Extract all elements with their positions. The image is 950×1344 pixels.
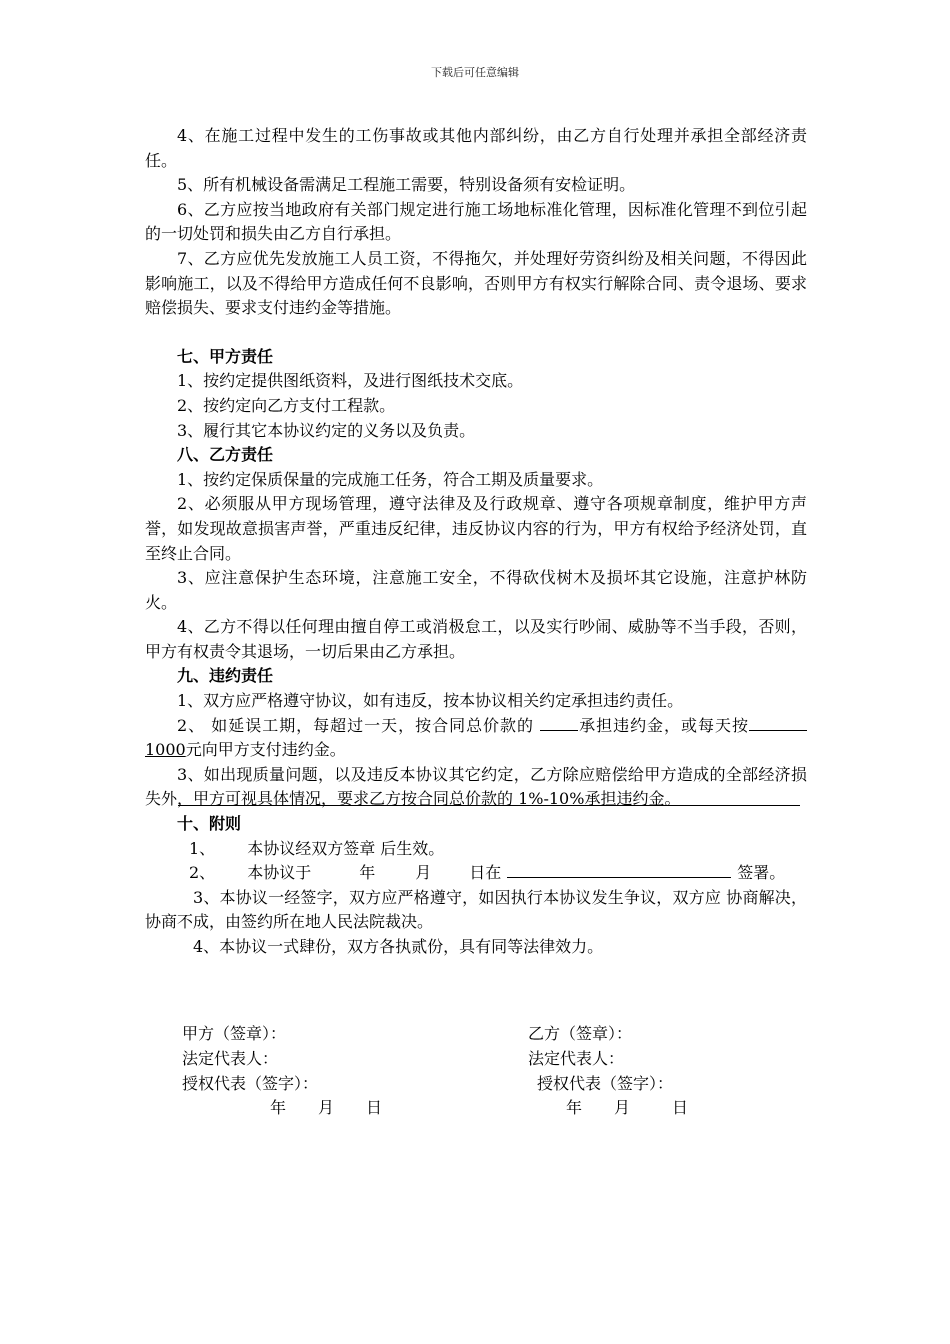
party-b-seal-label: 乙方（签章）： <box>528 1024 633 1043</box>
clause-8-3: 3、应注意保护生态环境，注意施工安全，不得砍伐树木及损坏其它设施，注意护林防火。 <box>145 568 807 612</box>
clause-7-2: 2、按约定向乙方支付工程款。 <box>177 395 396 415</box>
clause-9-3: 3、如出现质量问题，以及违反本协议其它约定，乙方除应赔偿给甲方造成的全部经济损失外，甲方可视具体情况，要求乙方按合同总价款的 1%-10%承担违约金。 <box>145 764 807 809</box>
daily-penalty-amount: 1000 <box>145 740 186 760</box>
page-header: 下载后可任意编辑 <box>431 66 519 79</box>
clause-10-2-end: 签署。 <box>737 863 786 883</box>
party-a-date-month: 月 <box>318 1098 335 1117</box>
party-a-seal-label: 甲方（签章）： <box>182 1024 287 1043</box>
section-7-title: 七、甲方责任 <box>177 346 274 366</box>
section-10-title: 十、附则 <box>177 814 242 834</box>
clause-10-1-number: 1、 <box>189 838 216 858</box>
clause-6-5: 5、所有机械设备需满足工程施工需要，特别设备须有安检证明。 <box>177 175 636 195</box>
party-b-date-year: 年 <box>566 1098 583 1117</box>
clause-10-2-day: 日在 <box>469 863 502 883</box>
clause-8-4: 4、乙方不得以任何理由擅自停工或消极怠工，以及实行吵闹、威胁等不当手段，否则，甲方有权责令其退场，一切后果由乙方承担。 <box>145 617 807 661</box>
place-blank <box>507 862 731 878</box>
clause-9-1: 1、双方应严格遵守协议，如有违反，按本协议相关约定承担违约责任。 <box>177 691 684 711</box>
section-8-title: 八、乙方责任 <box>177 445 274 465</box>
clause-10-2-number: 2、 <box>189 863 216 883</box>
clause-10-1 <box>145 837 807 862</box>
party-a-auth-rep-label: 授权代表（签字）： <box>182 1074 319 1093</box>
clause-9-2-part-a: 2、 如延误工期，每超过一天，按合同总价款的 <box>177 715 541 735</box>
clause-7-3: 3、履行其它本协议约定的义务以及负责。 <box>177 420 476 440</box>
clause-8-1: 1、按约定保质保量的完成施工任务，符合工期及质量要求。 <box>177 469 604 489</box>
rate-blank <box>540 715 578 731</box>
clause-8-2: 2、必须服从甲方现场管理，遵守法律及及行政规章、遵守各项规章制度，维护甲方声誉，如发现故意损害声誉，严重违反纪律，违反协议内容的行为，甲方有权给予经济处罚，直至终止合同。 <box>145 494 807 563</box>
spacer <box>145 321 807 345</box>
party-b-legal-rep-label: 法定代表人： <box>528 1049 625 1068</box>
amount-blank-lead <box>749 715 807 731</box>
clause-10-4: 4、本协议一式肆份，双方各执贰份，具有同等法律效力。 <box>193 937 604 956</box>
clause-9-2-part-b: 承担违约金，或每天按 <box>578 715 749 735</box>
party-a-date-year: 年 <box>270 1098 287 1117</box>
clause-10-2-part-a: 本协议于 <box>247 863 312 883</box>
clause-10-3: 3、本协议一经签字，双方应严格遵守，如因执行本协议发生争议，双方应 协商解决，协商不成，由签约所在地人民法院裁决。 <box>145 887 807 932</box>
party-b-date-month: 月 <box>614 1098 631 1117</box>
clause-10-2-year: 年 <box>359 863 376 883</box>
clause-10-2-month: 月 <box>415 863 432 883</box>
section-9-title: 九、违约责任 <box>177 666 274 686</box>
strikethrough-line <box>178 805 800 806</box>
clause-10-2 <box>145 861 807 886</box>
clause-6-7: 7、乙方应优先发放施工人员工资，不得拖欠，并处理好劳资纠纷及相关问题，不得因此影响施工，以及不得给甲方造成任何不良影响，否则甲方有权实行解除合同、责令退场、要求赔偿损失、要求支付违约金等措施。 <box>145 248 807 318</box>
clause-7-1: 1、按约定提供图纸资料，及进行图纸技术交底。 <box>177 371 524 391</box>
clause-10-1-text: 本协议经双方签章 后生效。 <box>247 838 445 858</box>
clause-9-2-part-c: 元向甲方支付违约金。 <box>185 740 346 760</box>
clause-6-6: 6、乙方应按当地政府有关部门规定进行施工场地标准化管理，因标准化管理不到位引起的一切处罚和损失由乙方自行承担。 <box>145 199 807 244</box>
party-b-date-day: 日 <box>672 1098 689 1117</box>
clause-6-4: 4、在施工过程中发生的工伤事故或其他内部纠纷，由乙方自行处理并承担全部经济责任。 <box>145 126 807 170</box>
party-a-date-day: 日 <box>366 1098 383 1117</box>
party-b-auth-rep-label: 授权代表（签字）： <box>537 1074 674 1093</box>
party-a-legal-rep-label: 法定代表人： <box>182 1049 279 1068</box>
clause-9-2 <box>145 714 807 763</box>
contract-body <box>145 124 807 960</box>
